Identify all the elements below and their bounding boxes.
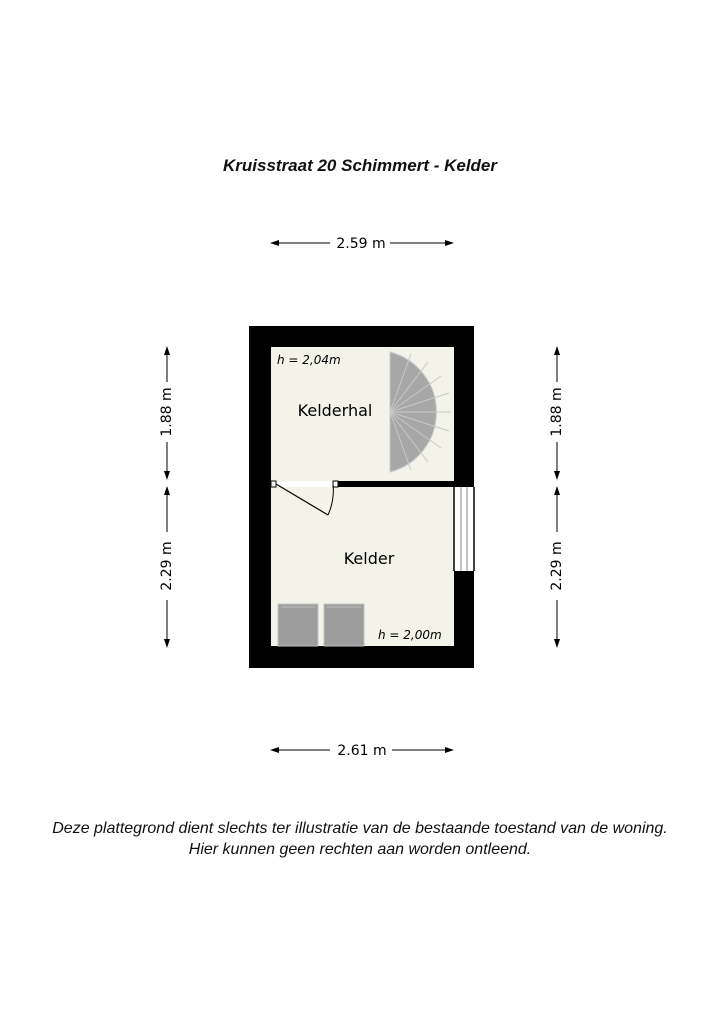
dimension-bottom	[270, 743, 454, 759]
room-label-kelderhal: Kelderhal	[297, 401, 373, 420]
arrow-right-icon	[445, 240, 454, 246]
dimension-label: 1.88 m	[549, 387, 565, 437]
arrow-down-icon	[164, 639, 170, 648]
arrow-down-icon	[554, 639, 560, 648]
window	[454, 487, 474, 571]
dimension-left	[159, 346, 175, 648]
dimension-right	[549, 346, 565, 648]
window-frame	[454, 487, 474, 571]
door-opening	[271, 481, 338, 487]
plan-title: Kruisstraat 20 Schimmert - Kelder	[223, 156, 497, 175]
dimension-label: 2.59 m	[336, 236, 386, 252]
arrow-left-icon	[270, 747, 279, 753]
room-label-kelder: Kelder	[343, 549, 395, 568]
arrow-down-icon	[554, 471, 560, 480]
disclaimer-line-2: Hier kunnen geen rechten aan worden ontleend.	[188, 841, 532, 858]
room-height-kelder: h = 2,00m	[378, 628, 442, 642]
arrow-left-icon	[270, 240, 279, 246]
disclaimer-line-1: Deze plattegrond dient slechts ter illustratie van de bestaande toestand van de woning.	[52, 820, 668, 837]
dimension-label: 1.88 m	[159, 387, 175, 437]
dimension-label: 2.61 m	[337, 743, 387, 759]
appliance-dryer	[324, 604, 364, 646]
appliance-washer	[278, 604, 318, 646]
dimension-label: 2.29 m	[159, 541, 175, 591]
arrow-down-icon	[164, 471, 170, 480]
arrow-right-icon	[445, 747, 454, 753]
dimension-label: 2.29 m	[549, 541, 565, 591]
disclaimer	[0, 818, 720, 860]
building	[249, 326, 474, 668]
room-height-kelderhal: h = 2,04m	[277, 353, 341, 367]
dimension-top	[270, 236, 454, 252]
